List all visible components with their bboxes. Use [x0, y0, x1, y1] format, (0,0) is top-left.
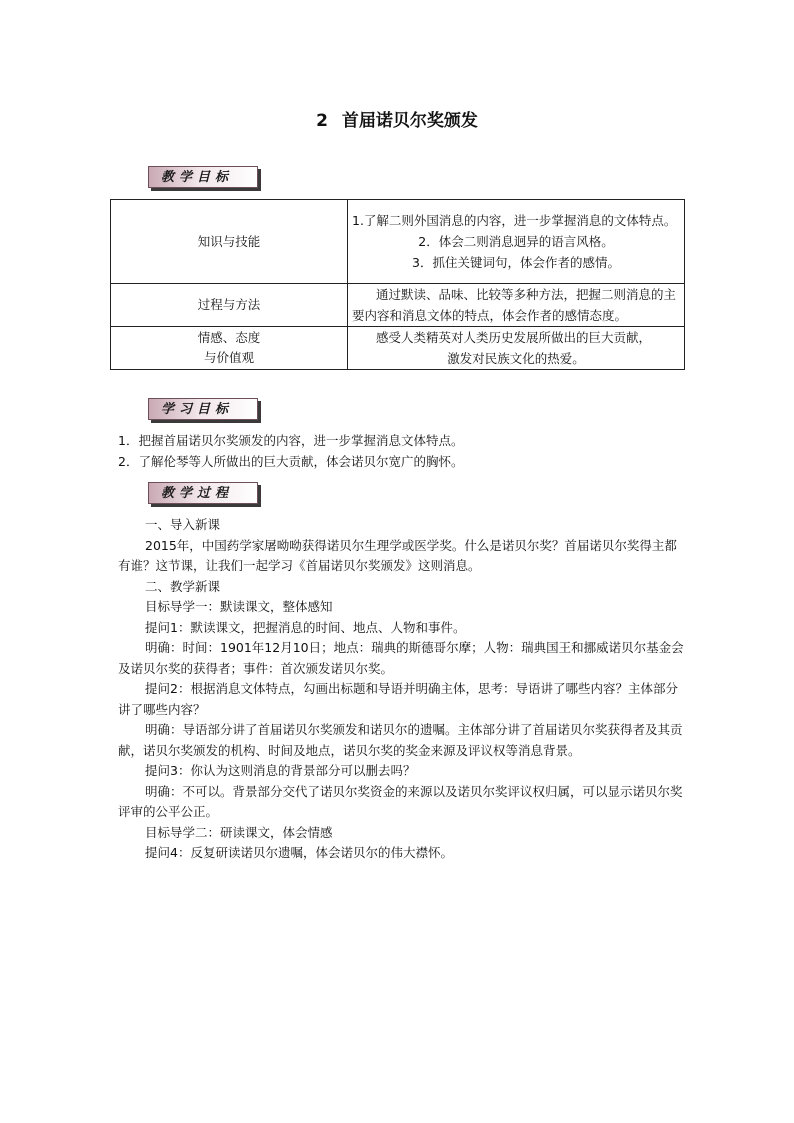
section-heading: 一、导入新课 — [145, 517, 221, 532]
question: 提问2：根据消息文体特点，勾画出标题和导语并明确主体，思考：导语讲了哪些内容？主体部分讲了哪些内容？ — [118, 681, 678, 717]
learning-goals-banner: 学习目标 — [148, 398, 258, 420]
goal-line: 感受人类精英对人类历史发展所做出的巨大贡献， — [376, 330, 652, 345]
goal-label-process: 过程与方法 — [111, 284, 348, 327]
goal-content-attitude — [348, 327, 685, 370]
paragraph: 2015年，中国药学家屠呦呦获得诺贝尔生理学或医学奖。什么是诺贝尔奖？首届诺贝尔奖得主都有谁？这节课，让我们一起学习《首届诺贝尔奖颁发》这则消息。 — [118, 537, 677, 573]
answer: 明确：导语部分讲了首届诺贝尔奖颁发和诺贝尔的遗嘱。主体部分讲了首届诺贝尔奖获得者及其贡献，诺贝尔奖颁发的机构、时间及地点，诺贝尔奖的奖金来源及评议权等消息背景。 — [118, 722, 683, 758]
goal-content-knowledge — [348, 200, 685, 284]
sub-heading: 目标导学二：研读课文，体会情感 — [145, 824, 333, 840]
question: 提问1：默读课文，把握消息的时间、地点、人物和事件。 — [145, 619, 466, 635]
answer: 明确：不可以。背景部分交代了诺贝尔奖资金的来源以及诺贝尔奖评议权归属，可以显示诺贝尔奖评审的公平公正。 — [118, 783, 683, 819]
teaching-process-banner: 教学过程 — [148, 482, 258, 504]
goal-label-line: 与价值观 — [203, 350, 254, 365]
learning-goal-item: 2．了解伦琴等人所做出的巨大贡献，体会诺贝尔宽广的胸怀。 — [118, 453, 464, 469]
learning-goals-list — [118, 431, 686, 472]
goal-line: 3．抓住关键词句，体会作者的感情。 — [412, 255, 620, 270]
goal-label-line: 情感、态度 — [197, 330, 261, 345]
table-row — [111, 200, 685, 284]
lesson-number: 2 — [316, 111, 328, 131]
section-heading: 二、教学新课 — [145, 578, 221, 594]
goal-line: 2．体会二则消息迥异的语言风格。 — [418, 234, 614, 249]
table-row — [111, 284, 685, 327]
question: 提问3：你认为这则消息的背景部分可以删去吗？ — [145, 763, 416, 778]
sub-heading: 目标导学一：默读课文，整体感知 — [145, 599, 333, 614]
teaching-goals-banner: 教学目标 — [148, 166, 258, 188]
teaching-process-body — [118, 515, 686, 864]
teaching-goals-table — [110, 199, 685, 370]
goal-line: 1.了解二则外国消息的内容，进一步掌握消息的文体特点。 — [352, 213, 677, 228]
lesson-title-text: 首届诺贝尔奖颁发 — [341, 111, 478, 131]
goal-label-knowledge: 知识与技能 — [111, 200, 348, 284]
table-row — [111, 327, 685, 370]
lesson-title — [0, 106, 794, 131]
goal-line: 激发对民族文化的热爱。 — [447, 351, 585, 366]
goal-label-attitude — [111, 327, 348, 370]
goal-content-process: 通过默读、品味、比较等多种方法，把握二则消息的主要内容和消息文体的特点，体会作者的感情态度。 — [348, 284, 685, 327]
question: 提问4：反复研读诺贝尔遗嘱，体会诺贝尔的伟大襟怀。 — [145, 845, 453, 860]
learning-goal-item: 1．把握首届诺贝尔奖颁发的内容，进一步掌握消息文体特点。 — [118, 433, 464, 448]
answer: 明确：时间：1901年12月10日；地点：瑞典的斯德哥尔摩；人物：瑞典国王和挪威诺贝尔基金会及诺贝尔奖的获得者；事件：首次颁发诺贝尔奖。 — [118, 640, 684, 676]
